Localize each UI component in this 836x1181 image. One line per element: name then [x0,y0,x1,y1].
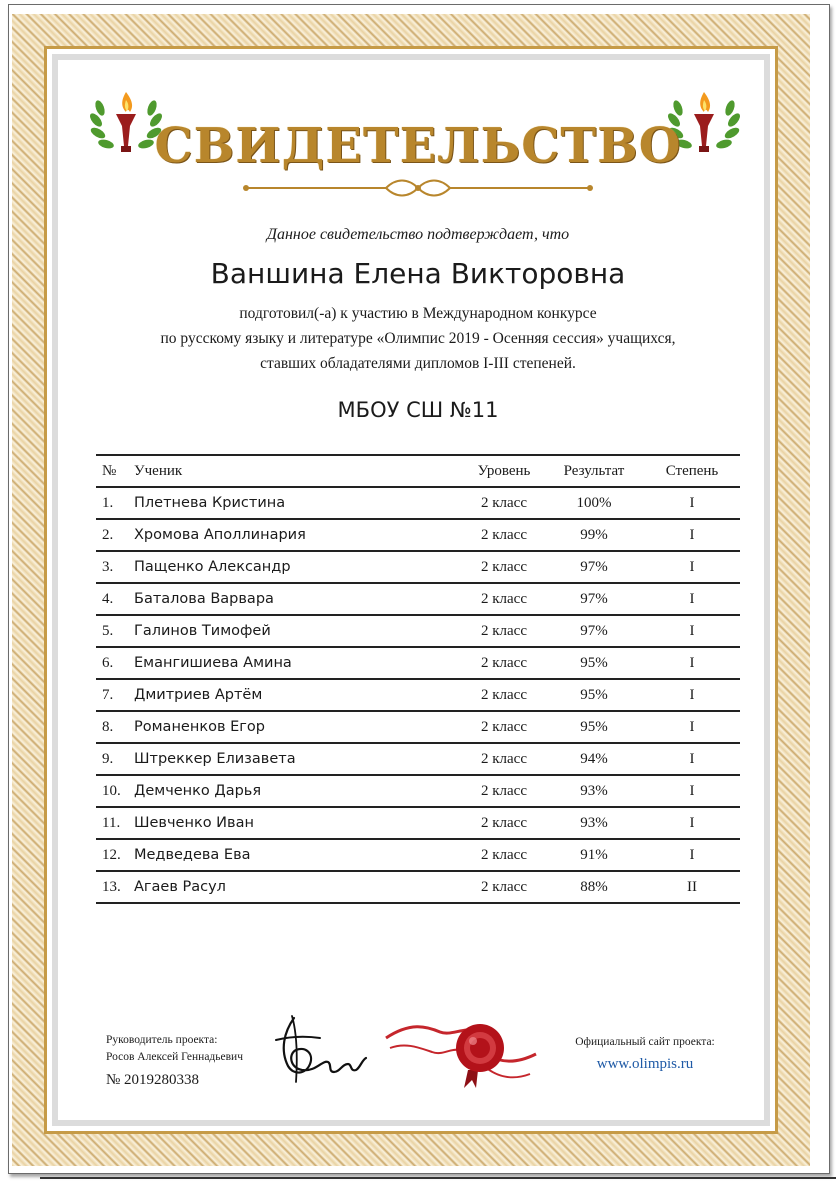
student-level: 2 класс [464,679,544,711]
student-degree: I [644,839,740,871]
student-level: 2 класс [464,519,544,551]
row-number: 9. [96,743,134,775]
student-name: Емангишиева Амина [134,647,464,679]
row-number: 5. [96,615,134,647]
student-degree: I [644,775,740,807]
student-name: Демченко Дарья [134,775,464,807]
header-degree: Степень [644,455,740,487]
leader-name: Росов Алексей Геннадьевич [106,1051,243,1063]
header-number: № [96,455,134,487]
student-name: Медведева Ева [134,839,464,871]
student-name: Пащенко Александр [134,551,464,583]
student-result: 95% [544,647,644,679]
table-row [96,711,740,743]
student-level: 2 класс [464,583,544,615]
student-name: Агаев Расул [134,871,464,903]
student-name: Галинов Тимофей [134,615,464,647]
student-degree: I [644,743,740,775]
recipient-name: Ваншина Елена Викторовна [210,257,626,290]
student-name: Романенков Егор [134,711,464,743]
row-number: 3. [96,551,134,583]
student-level: 2 класс [464,807,544,839]
row-number: 6. [96,647,134,679]
intro-text: Данное свидетельство подтверждает, что [266,226,570,243]
student-result: 91% [544,839,644,871]
student-result: 97% [544,551,644,583]
student-result: 100% [544,487,644,519]
bottom-divider [40,1177,836,1179]
student-name: Шевченко Иван [134,807,464,839]
header-level: Уровень [464,455,544,487]
row-number: 8. [96,711,134,743]
student-degree: I [644,615,740,647]
row-number: 4. [96,583,134,615]
student-degree: I [644,711,740,743]
site-label: Официальный сайт проекта: [575,1036,715,1048]
student-level: 2 класс [464,615,544,647]
student-degree: I [644,807,740,839]
table-row [96,551,740,583]
table-header-row [96,455,740,487]
row-number: 2. [96,519,134,551]
student-degree: I [644,551,740,583]
table-row [96,839,740,871]
leader-label: Руководитель проекта: [106,1034,218,1046]
student-result: 97% [544,583,644,615]
student-result: 93% [544,807,644,839]
description-line-3: ставших обладателями дипломов I-III степеней. [260,355,576,372]
table-row [96,743,740,775]
student-degree: I [644,679,740,711]
row-number: 1. [96,487,134,519]
official-site-link[interactable]: www.olimpis.ru [596,1056,694,1072]
table-row [96,679,740,711]
student-degree: I [644,487,740,519]
student-level: 2 класс [464,775,544,807]
row-number: 7. [96,679,134,711]
student-level: 2 класс [464,871,544,903]
project-leader-block [106,1032,243,1089]
table-row [96,615,740,647]
description-line-1: подготовил(-а) к участию в Международном конкурсе [239,305,597,322]
title-ornament-flourish [236,176,600,200]
table-row [96,775,740,807]
description-line-2: по русскому языку и литературе «Олимпис 2019 - Осенняя сессия» учащихся, [160,330,676,347]
wax-seal-ribbon-icon [380,1008,540,1088]
student-result: 88% [544,871,644,903]
table-row [96,871,740,903]
table-row [96,807,740,839]
student-result: 95% [544,679,644,711]
student-degree: I [644,647,740,679]
student-degree: II [644,871,740,903]
student-name: Дмитриев Артём [134,679,464,711]
student-result: 99% [544,519,644,551]
certificate-number: № 2019280338 [106,1072,200,1088]
table-row [96,647,740,679]
row-number: 13. [96,871,134,903]
student-level: 2 класс [464,487,544,519]
student-result: 97% [544,615,644,647]
student-level: 2 класс [464,551,544,583]
official-site-block [560,1036,730,1073]
row-number: 10. [96,775,134,807]
table-row [96,487,740,519]
table-row [96,583,740,615]
student-result: 93% [544,775,644,807]
row-number: 12. [96,839,134,871]
results-table [96,454,740,904]
student-degree: I [644,519,740,551]
header-result: Результат [544,455,644,487]
student-name: Штреккер Елизавета [134,743,464,775]
student-level: 2 класс [464,743,544,775]
certificate-title: СВИДЕТЕЛЬСТВО [154,118,682,174]
handwritten-signature [262,1010,372,1088]
student-name: Хромова Аполлинария [134,519,464,551]
header-student: Ученик [134,455,464,487]
student-name: Плетнева Кристина [134,487,464,519]
student-result: 95% [544,711,644,743]
school-name: МБОУ СШ №11 [337,398,499,422]
student-level: 2 класс [464,711,544,743]
row-number: 11. [96,807,134,839]
student-level: 2 класс [464,647,544,679]
table-row [96,519,740,551]
student-level: 2 класс [464,839,544,871]
student-name: Баталова Варвара [134,583,464,615]
student-result: 94% [544,743,644,775]
student-degree: I [644,583,740,615]
